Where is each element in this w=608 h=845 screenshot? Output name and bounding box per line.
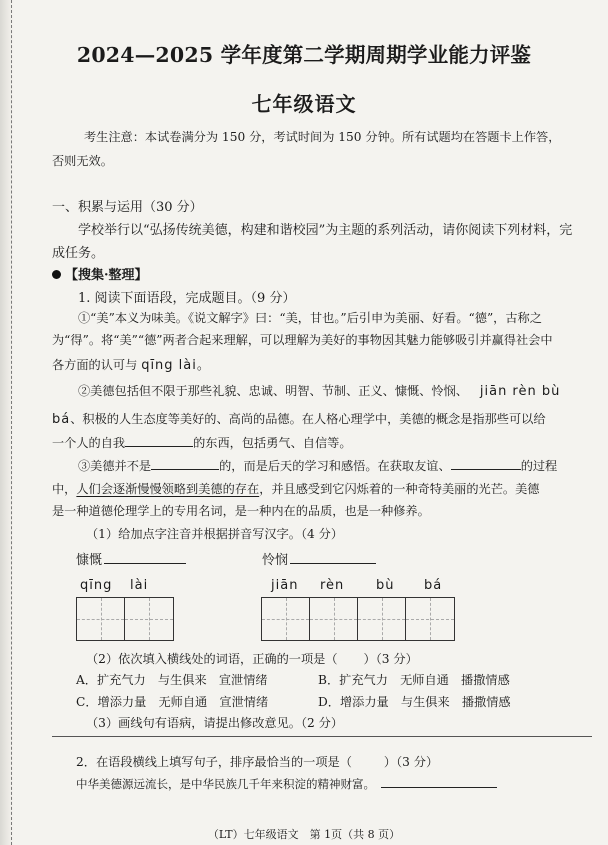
grid2-pinyin-ren: rèn [320,578,345,593]
grid-cell[interactable] [310,598,358,640]
answer-blank-kangkai[interactable] [104,551,186,564]
question-1-stem: 1. 阅读下面语段，完成题目。（9 分） [78,291,296,306]
answer-blank-q2[interactable] [381,775,497,788]
passage-3-line-2 [52,480,540,497]
passage-3-line-1-mid: 的，而是后天的学习和感悟。在获取友谊、 [219,459,451,473]
passage-3-line-1 [78,457,557,474]
sub-question-2 [86,650,418,667]
passage-3-line-1-post: 的过程 [520,459,558,473]
pinyin-grid-2 [261,597,455,641]
grid-cell[interactable] [262,598,310,640]
option-c: C．增添力量 无师自通 宣泄情绪 [76,695,269,709]
question-2-stem [76,753,438,770]
grid2-pinyin-jian: jiān [271,578,299,593]
passage-2-line-3-pre: 一个人的自我 [52,436,126,450]
section-intro-2: 成任务。 [52,246,105,261]
grid-cell[interactable] [406,598,454,640]
exam-title: 2024—2025 学年度第二学期周期学业能力评鉴 [76,43,532,67]
passage-3-line-1-pre: ③美德并不是 [78,459,152,473]
passage-3-line-2-post: ，并且感受到它闪烁着的一种奇特美丽的光芒。美德 [259,482,540,496]
passage-2-line-2-text: 、积极的人生态度等美好的、高尚的品德。在人格心理学中，美德的概念是指那些可以给 [70,412,546,426]
sub-question-2-pre: （2）依次填入横线处的词语，正确的一项是（ [86,652,338,666]
question-2-text [76,775,497,792]
grid1-pinyin-qing: qīng [80,578,113,593]
option-a: A．扩充气力 与生俱来 宣泄情绪 [76,673,268,687]
section-heading: 一、积累与运用（30 分） [52,200,203,215]
sub-question-1: （1）给加点字注音并根据拼音写汉字。（4 分） [86,527,344,541]
passage-3-line-2-pre: 中， [52,482,77,496]
pinyin-grid-1 [76,597,174,641]
blank-3[interactable] [451,457,521,470]
passage-2-line-2 [52,410,546,427]
passage-2-line-1-text: ②美德包括但不限于那些礼貌、忠诚、明智、节制、正义、慷慨、怜悯、 [78,384,468,398]
grid-cell[interactable] [77,598,125,640]
grid1-pinyin-lai: lài [130,578,149,593]
pinyin-jianrenbu: jiān rèn bù [479,384,561,399]
passage-2-line-3-post: 的东西，包括勇气、自信等。 [193,436,352,450]
task-tag [52,264,148,283]
option-b: B．扩充气力 无师自通 播撒情感 [318,673,510,687]
exam-subject: 七年级语文 [251,92,357,116]
grid-cell[interactable] [358,598,406,640]
passage-1-line-1: ①“美”本义为味美。《说文解字》曰：“美，甘也。”后引申为美丽、好看。“德”，古称之 [78,311,542,325]
sub-question-3: （3）画线句有语病，请提出修改意见。（2 分） [86,716,344,730]
word-kangkai [76,549,186,568]
passage-2-line-1 [78,382,560,399]
question-2-text-body: 中华美德源远流长，是中华民族几千年来积淀的精神财富。 [76,777,375,791]
blank-1[interactable] [125,434,193,447]
notice-line-2: 否则无效。 [52,154,113,168]
pinyin-qinglai: qīng lài。 [141,358,211,373]
question-2-stem-pre: 2．在语段横线上填写句子，排序最恰当的一项是（ [76,755,352,769]
option-d: D．增添力量 与生俱来 播撒情感 [318,695,511,709]
word-lianmin-text: 怜悯 [262,553,289,568]
grid2-pinyin-bu: bù [376,578,395,593]
underlined-sentence: 人们会逐渐慢慢领略到美德的存在 [76,482,260,496]
passage-2-line-3 [52,434,352,451]
blank-2[interactable] [151,457,219,470]
task-tag-label: 【搜集·整理】 [65,268,148,283]
word-kangkai-text: 慷慨 [76,553,103,568]
passage-1-line-3 [52,354,211,373]
passage-3-line-3: 是一种道德伦理学上的专用名词，是一种内在的品质，也是一种修养。 [52,504,430,518]
grid-cell[interactable] [125,598,173,640]
page-footer: （LT）七年级语文 第 1页（共 8 页） [207,828,401,841]
word-lianmin [262,549,376,568]
pinyin-ba: bá [52,412,71,427]
question-2-stem-post: ）（3 分） [383,755,439,769]
notice-line-1: 考生注意：本试卷满分为 150 分，考试时间为 150 分钟。所有试题均在答题卡上作答， [84,130,561,144]
section-intro-1: 学校举行以“弘扬传统美德，构建和谐校园”为主题的系列活动，请你阅读下列材料，完 [78,223,573,238]
section-divider [52,736,592,737]
bullet-icon [52,270,61,279]
sub-question-2-post: ）（3 分） [363,652,418,666]
grid2-pinyin-ba: bá [424,578,443,593]
answer-blank-lianmin[interactable] [290,551,376,564]
passage-1-line-3-text: 各方面的认可与 [52,358,138,372]
passage-1-line-2: 为“得”。将“美”“德”两者合起来理解，可以理解为美好的事物因其魅力能够吸引并赢得社会中 [52,333,553,347]
